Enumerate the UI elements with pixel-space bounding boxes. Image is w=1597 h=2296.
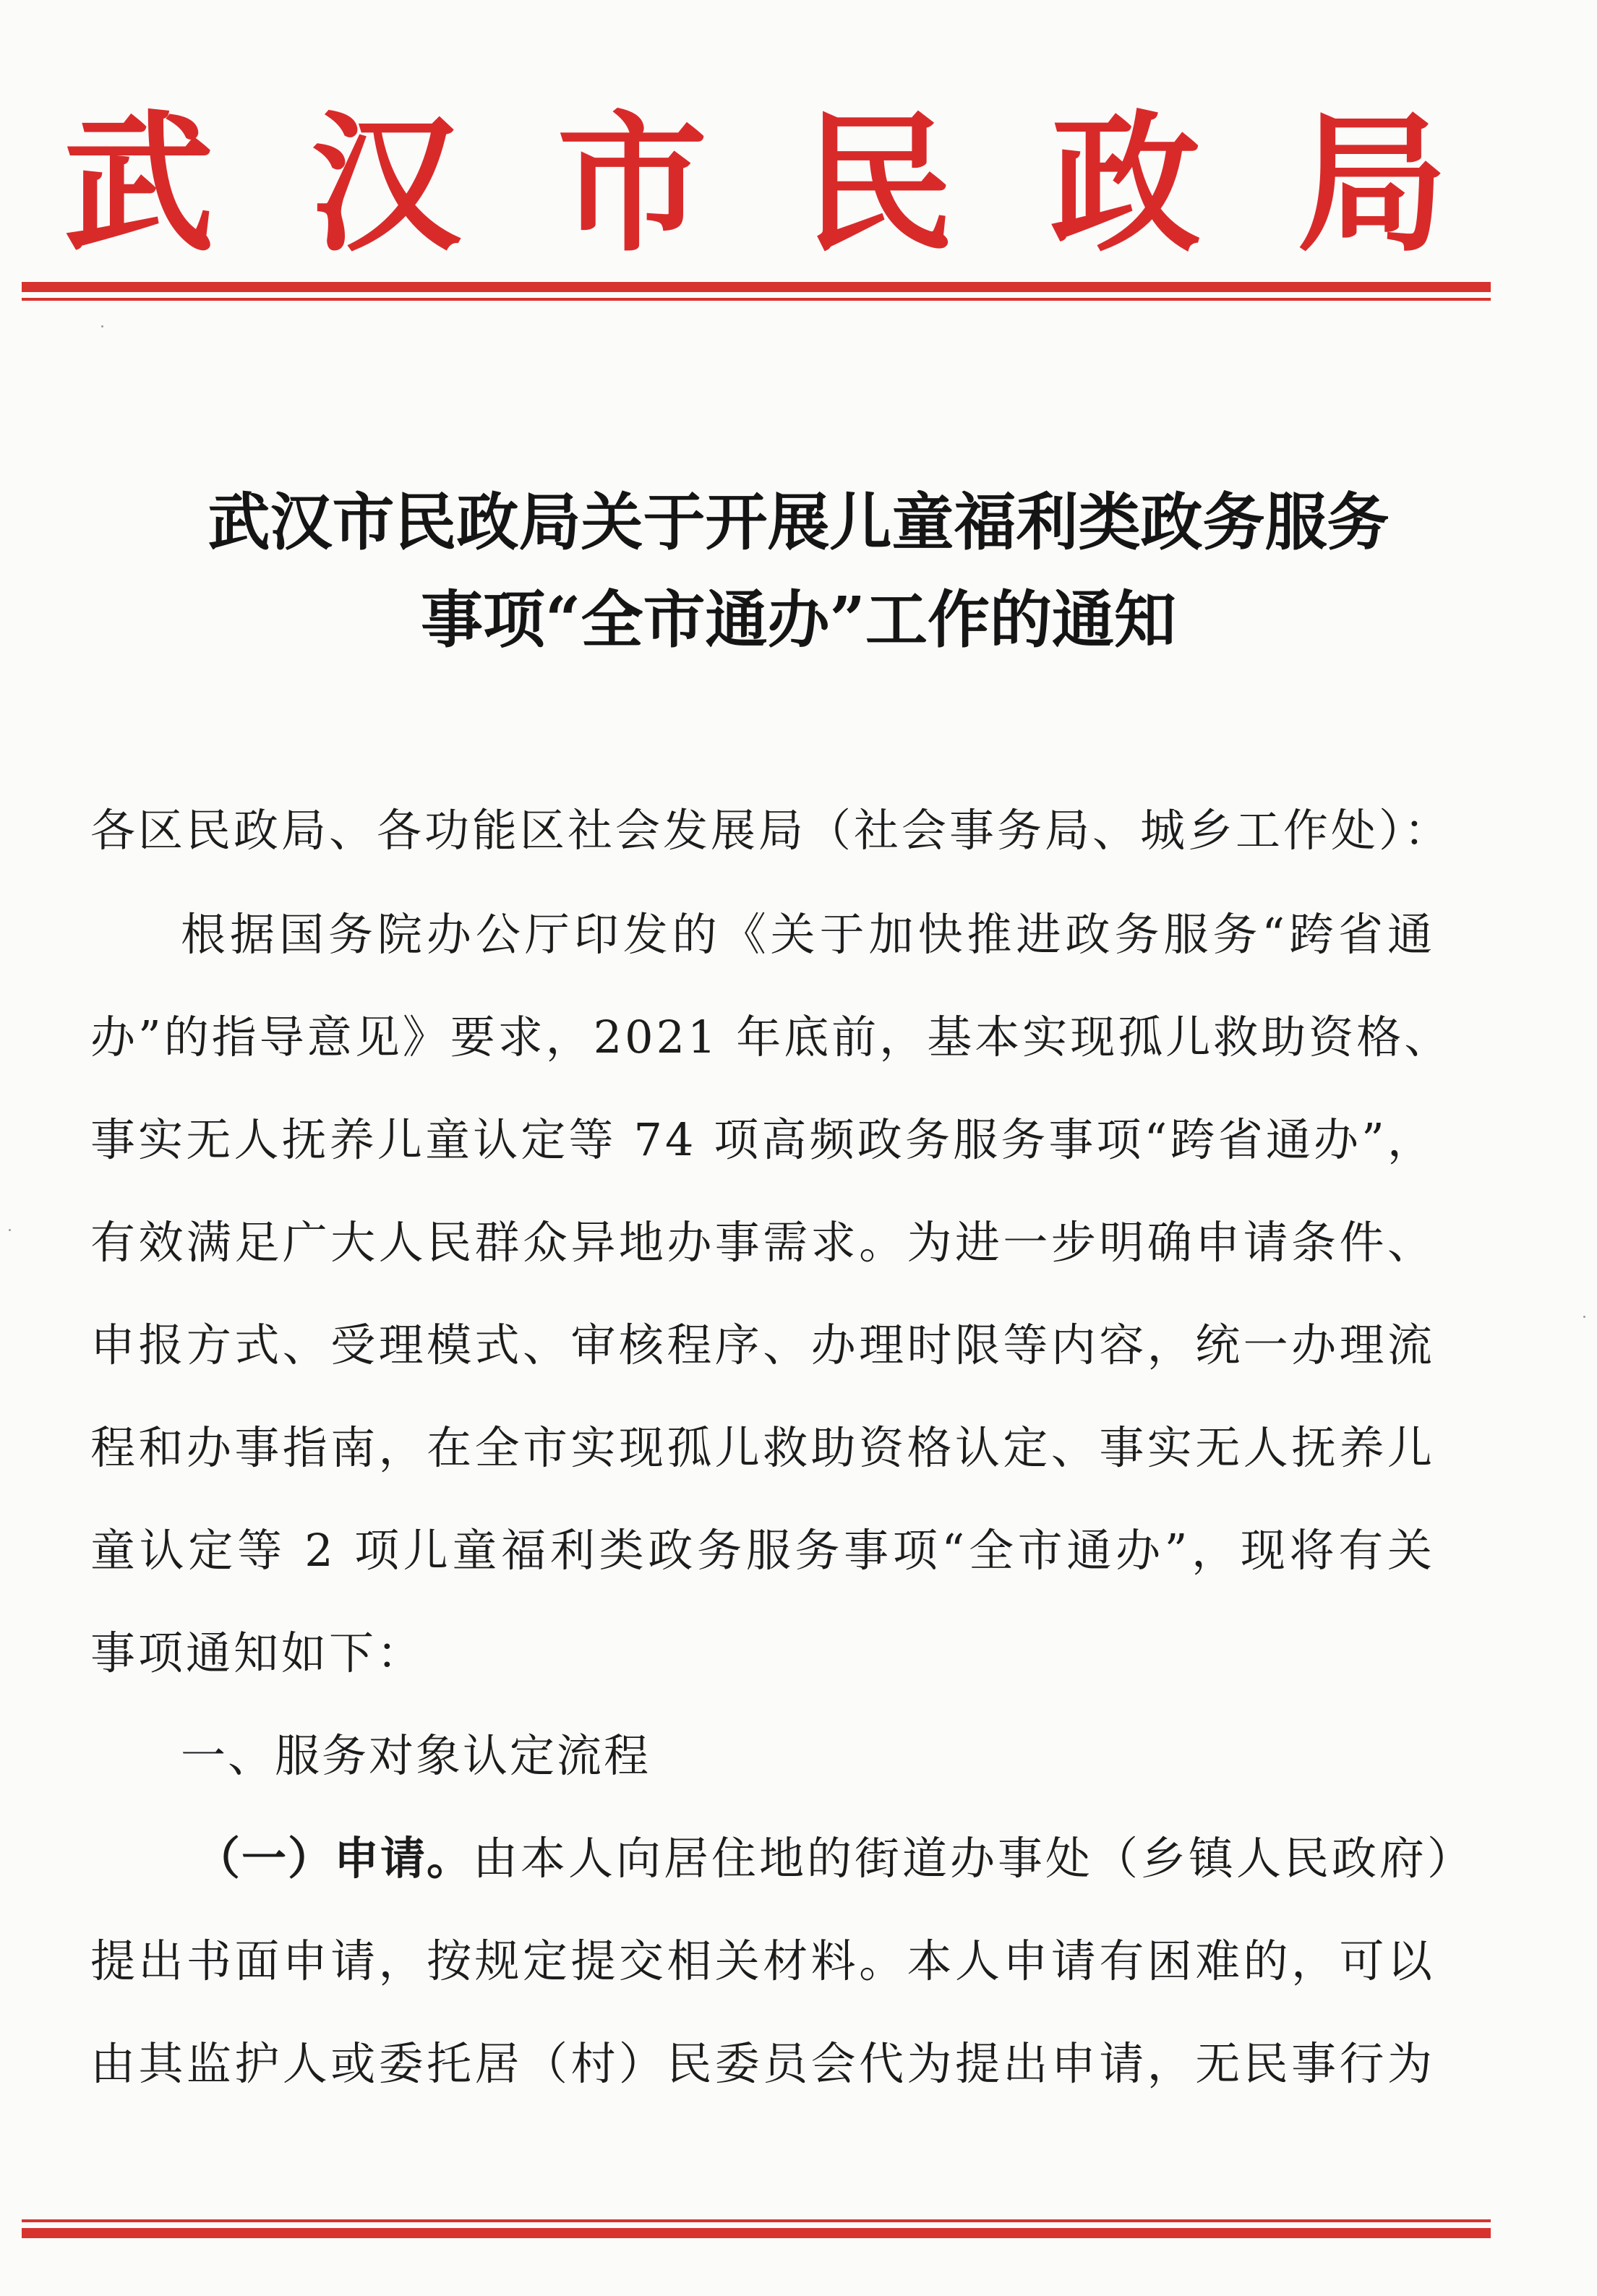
- letterhead-char: 市: [557, 96, 708, 273]
- item-first-line: [195, 1832, 1476, 1885]
- footer-rule-thick: [22, 2228, 1491, 2238]
- paragraph-line: 办”的指导意见》要求，2021 年底前，基本实现孤儿救助资格、: [90, 1011, 1452, 1063]
- letterhead-char: 汉: [310, 96, 461, 273]
- paragraph-line: 程和办事指南，在全市实现孤儿救助资格认定、事实无人抚养儿: [90, 1421, 1435, 1474]
- paragraph-line: 由其监护人或委托居（村）民委员会代为提出申请，无民事行为: [90, 2037, 1435, 2090]
- paragraph-line: 事实无人抚养儿童认定等 74 项高频政务服务事项“跨省通办”，: [90, 1113, 1435, 1166]
- section-heading: 一、服务对象认定流程: [181, 1729, 651, 1782]
- document-title-line-1: 武汉市民政局关于开展儿童福利类政务服务: [207, 486, 1390, 559]
- item-label: （一）申请。: [195, 1832, 474, 1885]
- letterhead-char: 政: [1050, 96, 1201, 273]
- document-title-line-2: 事项“全市通办”工作的通知: [421, 583, 1176, 656]
- letterhead: [22, 96, 1489, 273]
- item-text: 由本人向居住地的街道办事处（乡镇人民政府）: [473, 1832, 1476, 1885]
- scan-speck: [9, 1229, 11, 1231]
- letterhead-char: 武: [64, 96, 214, 273]
- paragraph-line: 根据国务院办公厅印发的《关于加快推进政务服务“跨省通: [181, 908, 1435, 961]
- paragraph-line: 童认定等 2 项儿童福利类政务服务事项“全市通办”，现将有关: [90, 1524, 1435, 1577]
- letterhead-rule-thick: [22, 282, 1491, 292]
- paragraph-line: 有效满足广大人民群众异地办事需求。为进一步明确申请条件、: [90, 1216, 1435, 1269]
- addressee: 各区民政局、各功能区社会发展局（社会事务局、城乡工作处）：: [90, 804, 1452, 857]
- paragraph-line: 申报方式、受理模式、审核程序、办理时限等内容，统一办理流: [90, 1319, 1435, 1371]
- scan-speck: [1583, 1316, 1585, 1318]
- footer-rule-thin: [22, 2219, 1491, 2222]
- paragraph-line: 事项通知如下：: [90, 1627, 425, 1679]
- letterhead-char: 局: [1296, 96, 1447, 273]
- letterhead-char: 民: [803, 96, 954, 273]
- paragraph-line: 提出书面申请，按规定提交相关材料。本人申请有困难的，可以: [90, 1935, 1435, 1987]
- scan-speck: [101, 325, 103, 327]
- letterhead-rule-thin: [22, 298, 1491, 301]
